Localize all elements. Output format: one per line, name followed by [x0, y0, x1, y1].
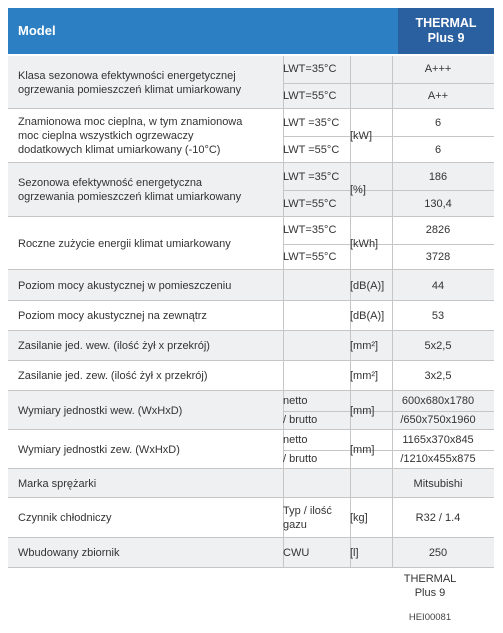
unit-label: [mm²] — [350, 370, 379, 382]
condition-label: LWT=35°C — [283, 224, 337, 236]
condition-label: / brutto — [283, 414, 318, 426]
unit-label: [%] — [350, 184, 366, 196]
spec-label — [18, 115, 283, 157]
spec-row — [8, 498, 494, 538]
unit-label: [l] — [350, 547, 359, 559]
spec-value: /650x750x1960 — [400, 414, 476, 426]
spec-value: 250 — [428, 547, 448, 559]
spec-label-line: Znamionowa moc cieplna, w tym znamionowa — [18, 116, 243, 128]
footer-product-line2: Plus 9 — [414, 587, 446, 599]
spec-value: R32 / 1.4 — [415, 512, 461, 524]
condition-label: LWT=55°C — [283, 90, 337, 102]
spec-label-line: ogrzewania pomieszczeń klimat umiarkowany — [18, 191, 242, 203]
unit-label: [kWh] — [350, 238, 379, 250]
unit-label: [dB(A)] — [350, 310, 385, 322]
spec-value: 3728 — [425, 251, 451, 263]
spec-row — [8, 301, 494, 331]
spec-label — [18, 404, 283, 418]
spec-row — [8, 430, 494, 469]
condition-label: netto — [283, 395, 308, 407]
sub-row-divider — [283, 83, 494, 84]
spec-label — [18, 237, 283, 251]
spec-label-line: dodatkowych klimat umiarkowany (-10°C) — [18, 144, 221, 156]
spec-value: 44 — [431, 280, 445, 292]
product-code: HEI00081 — [408, 612, 452, 623]
spec-value: A++ — [427, 90, 449, 102]
spec-value: 6 — [434, 117, 442, 129]
spec-label-line: Czynnik chłodniczy — [18, 512, 112, 524]
spec-label — [18, 511, 283, 525]
spec-row — [8, 331, 494, 361]
spec-label-line: Sezonowa efektywność energetyczna — [18, 177, 203, 189]
spec-label — [18, 477, 283, 491]
spec-label-line: Wymiary jednostki wew. (WxHxD) — [18, 405, 183, 417]
spec-label — [18, 339, 283, 353]
spec-label — [18, 69, 283, 97]
spec-row — [8, 391, 494, 430]
footer-product-line1: THERMAL — [403, 573, 457, 585]
spec-label-line: Roczne zużycie energii klimat umiarkowany — [18, 238, 231, 250]
unit-label: [mm²] — [350, 340, 379, 352]
condition-label: LWT =55°C — [283, 144, 340, 156]
spec-value: 2826 — [425, 224, 451, 236]
condition-line: CWU — [283, 547, 310, 559]
spec-label-line: Zasilanie jed. wew. (ilość żył x przekrój) — [18, 340, 210, 352]
spec-row — [8, 109, 494, 163]
footer-product-name — [384, 572, 476, 600]
unit-label: [kg] — [350, 512, 368, 524]
condition-label: LWT =35°C — [283, 117, 340, 129]
spec-label — [18, 176, 283, 204]
table-header — [8, 8, 494, 54]
spec-label — [18, 443, 283, 457]
spec-row — [8, 270, 494, 301]
condition-label: LWT=55°C — [283, 251, 337, 263]
unit-label: [dB(A)] — [350, 280, 385, 292]
column-divider — [283, 331, 284, 360]
spec-value: Mitsubishi — [413, 478, 463, 490]
spec-value: 600x680x1780 — [401, 395, 475, 407]
unit-label: [kW] — [350, 130, 372, 142]
spec-value: 5x2,5 — [424, 340, 452, 352]
spec-row — [8, 361, 494, 391]
spec-label-line: Wymiary jednostki zew. (WxHxD) — [18, 444, 180, 456]
spec-label-line: Marka sprężarki — [18, 478, 97, 490]
spec-row — [8, 163, 494, 217]
condition-line: gazu — [283, 519, 307, 531]
spec-label — [18, 546, 283, 560]
condition-label: LWT=35°C — [283, 63, 337, 75]
spec-label-line: Klasa sezonowa efektywności energetycznej — [18, 70, 236, 82]
spec-row — [8, 469, 494, 498]
condition-line: Typ / ilość — [283, 505, 332, 517]
spec-row — [8, 538, 494, 568]
spec-value: /1210x455x875 — [400, 453, 476, 465]
spec-label — [18, 309, 283, 323]
condition-label: LWT=55°C — [283, 198, 337, 210]
column-divider — [283, 270, 284, 300]
column-divider — [283, 469, 284, 497]
condition-label: LWT =35°C — [283, 171, 340, 183]
condition-label: netto — [283, 434, 308, 446]
spec-row — [8, 56, 494, 109]
spec-value: 130,4 — [424, 198, 452, 210]
spec-label — [18, 279, 283, 293]
column-divider — [283, 301, 284, 330]
spec-value: 53 — [431, 310, 445, 322]
spec-value: 3x2,5 — [424, 370, 452, 382]
spec-row — [8, 217, 494, 270]
column-divider — [283, 361, 284, 390]
product-header — [398, 8, 494, 54]
spec-value: A+++ — [424, 63, 452, 75]
condition-label: / brutto — [283, 453, 318, 465]
condition-label — [283, 504, 353, 532]
spec-label-line: Poziom mocy akustycznej na zewnątrz — [18, 310, 207, 322]
unit-label: [mm] — [350, 444, 375, 456]
condition-label — [283, 546, 353, 560]
spec-value: 1165x370x845 — [402, 434, 474, 446]
spec-label-line: Zasilanie jed. zew. (ilość żył x przekrój) — [18, 370, 208, 382]
spec-value: 6 — [434, 144, 442, 156]
spec-label-line: Poziom mocy akustycznej w pomieszczeniu — [18, 280, 232, 292]
spec-label-line: moc cieplna wszystkich ogrzewaczy — [18, 130, 194, 142]
column-divider — [350, 469, 351, 497]
unit-label: [mm] — [350, 405, 375, 417]
spec-label-line: Wbudowany zbiornik — [18, 547, 120, 559]
model-label: Model — [18, 23, 56, 38]
spec-label — [18, 369, 283, 383]
spec-value: 186 — [428, 171, 448, 183]
spec-label-line: ogrzewania pomieszczeń klimat umiarkowany — [18, 84, 242, 96]
product-name-line2: Plus 9 — [427, 31, 465, 45]
product-name-line1: THERMAL — [415, 16, 477, 30]
